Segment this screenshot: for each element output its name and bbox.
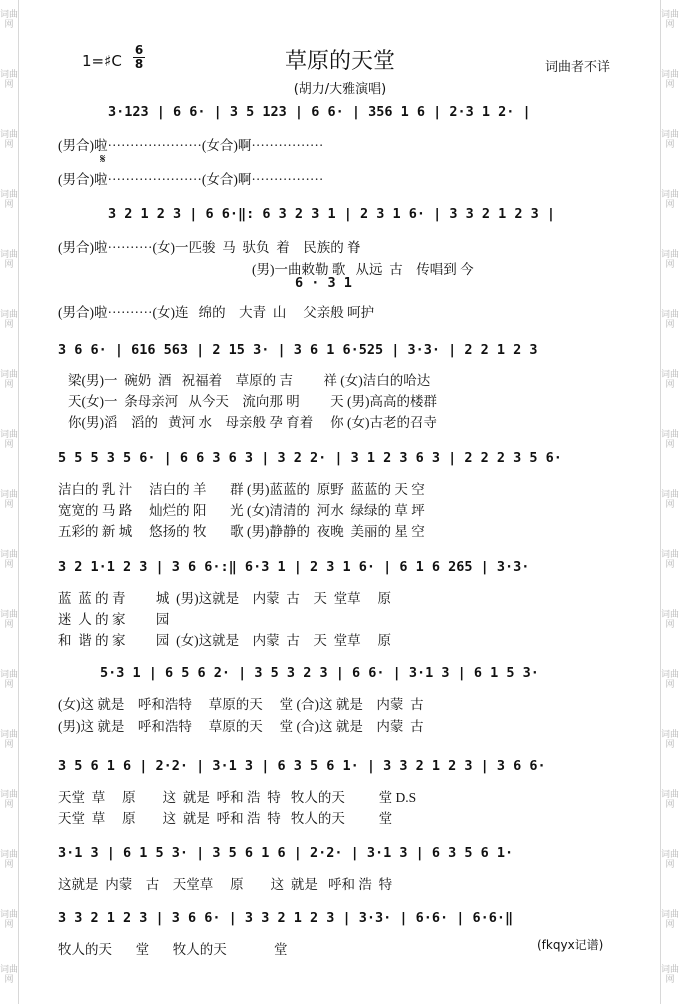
watermark-text: 词曲网 bbox=[0, 790, 19, 810]
watermark-text: 词曲网 bbox=[661, 965, 679, 985]
lyric-line-text: 天堂 草 原 这 就是 呼和 浩 特 牧人的天 堂 D.S bbox=[58, 790, 417, 805]
lyric-line-text: 天堂 草 原 这 就是 呼和 浩 特 牧人的天 堂 bbox=[58, 811, 393, 826]
watermark-text: 词曲网 bbox=[0, 10, 19, 30]
notation-line-text: 3·123 | 6 6· | 3 5 123 | 6 6· | 356 1 6 | 2·3 1 2· | bbox=[108, 104, 531, 120]
watermark-text: 词曲网 bbox=[0, 490, 19, 510]
watermark-text: 词曲网 bbox=[661, 850, 679, 870]
watermark-text: 词曲网 bbox=[0, 550, 19, 570]
song-title: 草原的天堂 bbox=[284, 49, 395, 74]
notation-line bbox=[0, 559, 679, 581]
watermark-text: 词曲网 bbox=[0, 730, 19, 750]
notation-line bbox=[0, 845, 679, 867]
composer-credit: 词曲者不详 bbox=[545, 60, 611, 75]
lyric-line-text: 迷 人 的 家 园 bbox=[58, 612, 170, 627]
watermark-text: 词曲网 bbox=[0, 910, 19, 930]
notation-line-text: 5·3 1 | 6 5 6 2· | 3 5 3 2 3 | 6 6· | 3·1 3 | 6 1 5 3· bbox=[100, 665, 539, 681]
lyric-line-text: 和 谐 的 家 园 (女)这就是 内蒙 古 天 堂草 原 bbox=[58, 633, 391, 648]
watermark-text: 词曲网 bbox=[661, 430, 679, 450]
lyric-line-text: 这就是 内蒙 古 天堂草 原 这 就是 呼和 浩 特 bbox=[58, 877, 393, 892]
watermark-text: 词曲网 bbox=[661, 310, 679, 330]
notation-line bbox=[0, 665, 679, 687]
watermark-text: 词曲网 bbox=[661, 370, 679, 390]
lyric-line-text: (男合)啦··········(女)连 绵的 大青 山 父亲般 呵护 bbox=[58, 305, 375, 320]
time-signature-top: 6 bbox=[134, 43, 144, 57]
watermark-text: 词曲网 bbox=[0, 130, 19, 150]
watermark-text: 词曲网 bbox=[661, 70, 679, 90]
notation-line-text: 3·1 3 | 6 1 5 3· | 3 5 6 1 6 | 2·2· | 3·1 3 | 6 3 5 6 1· bbox=[58, 845, 514, 861]
notation-line bbox=[0, 450, 679, 472]
lyric-line bbox=[0, 873, 679, 891]
lyric-line bbox=[0, 786, 679, 804]
notation-line bbox=[0, 910, 679, 932]
segno-sign: 𝄋 bbox=[100, 152, 106, 167]
watermark-text: 词曲网 bbox=[0, 70, 19, 90]
song-subtitle: (胡力/大雅演唱) bbox=[293, 82, 387, 97]
watermark-text: 词曲网 bbox=[0, 850, 19, 870]
notation-line-text: 3 2 1 2 3 | 6 6·‖: 6 3 2 3 1 | 2 3 1 6· | 3 3 2 1 2 3 | bbox=[108, 206, 556, 222]
lyric-line-text: 梁(男)一 碗奶 酒 祝福着 草原的 吉 祥 (女)洁白的哈达 bbox=[68, 373, 431, 388]
watermark-text: 词曲网 bbox=[661, 730, 679, 750]
lyric-line bbox=[0, 478, 679, 496]
lyric-line bbox=[0, 587, 679, 605]
lyric-line-text: (男)这 就是 呼和浩特 草原的天 堂 (合)这 就是 内蒙 古 bbox=[58, 719, 424, 734]
notation-line-text: 3 3 2 1 2 3 | 3 6 6· | 3 3 2 1 2 3 | 3·3· | 6·6· | 6·6·‖ bbox=[58, 910, 514, 926]
watermark-text: 词曲网 bbox=[661, 130, 679, 150]
watermark-text: 词曲网 bbox=[661, 670, 679, 690]
time-signature bbox=[132, 44, 146, 71]
lyric-line bbox=[0, 301, 679, 319]
lyric-line-text: (男合)啦·····················(女合)啊················ bbox=[58, 172, 324, 187]
watermark-text: 词曲网 bbox=[661, 250, 679, 270]
lyric-line bbox=[0, 629, 679, 647]
watermark-text: 词曲网 bbox=[661, 910, 679, 930]
lyric-line bbox=[0, 608, 679, 626]
watermark-text: 词曲网 bbox=[0, 965, 19, 985]
notation-line-text: 6 · 3 1 bbox=[295, 275, 352, 291]
lyric-line-text: (男合)啦·····················(女合)啊················ bbox=[58, 138, 324, 153]
watermark-text: 词曲网 bbox=[661, 190, 679, 210]
watermark-text: 词曲网 bbox=[0, 310, 19, 330]
lyric-line-text: 宽宽的 马 路 灿烂的 阳 光 (女)清清的 河水 绿绿的 草 坪 bbox=[58, 503, 425, 518]
lyric-line bbox=[0, 499, 679, 517]
lyric-line-text: 蓝 蓝 的 青 城 (男)这就是 内蒙 古 天 堂草 原 bbox=[58, 591, 391, 606]
notation-line-text: 3 2 1·1 2 3 | 3 6 6·:‖ 6·3 1 | 2 3 1 6· | 6 1 6 265 | 3·3· bbox=[58, 559, 530, 575]
lyric-line bbox=[0, 715, 679, 733]
lyric-line bbox=[0, 168, 679, 186]
lyric-line bbox=[0, 258, 679, 276]
lyric-line-text: 五彩的 新 城 悠扬的 牧 歌 (男)静静的 夜晚 美丽的 星 空 bbox=[58, 524, 425, 539]
lyric-line-text: (男合)啦··········(女)一匹骏 马 驮负 着 民族的 脊 bbox=[58, 240, 361, 255]
notation-line bbox=[0, 104, 679, 126]
watermark-text: 词曲网 bbox=[0, 250, 19, 270]
notation-line bbox=[0, 275, 679, 297]
notation-line-text: 3 6 6· | 616 563 | 2 15 3· | 3 6 1 6·525 | 3·3· | 2 2 1 2 3 bbox=[58, 342, 538, 358]
watermark-text: 词曲网 bbox=[0, 610, 19, 630]
lyric-line-text: 天(女)一 条母亲河 从今天 流向那 明 天 (男)高高的楼群 bbox=[68, 394, 437, 409]
watermark-text: 词曲网 bbox=[0, 430, 19, 450]
watermark-text: 词曲网 bbox=[661, 550, 679, 570]
watermark-text: 词曲网 bbox=[661, 610, 679, 630]
lyric-line-text: (女)这 就是 呼和浩特 草原的天 堂 (合)这 就是 内蒙 古 bbox=[58, 697, 424, 712]
time-signature-bottom: 8 bbox=[134, 57, 144, 71]
lyric-line bbox=[0, 134, 679, 152]
lyric-line bbox=[0, 411, 679, 429]
lyric-line bbox=[0, 390, 679, 408]
lyric-line-text: (男)一曲敕勒 歌 从远 古 传唱到 今 bbox=[252, 262, 474, 277]
lyric-line bbox=[0, 236, 679, 254]
lyric-line-text: 你(男)滔 滔的 黄河 水 母亲般 孕 育着 你 (女)古老的召寺 bbox=[68, 415, 437, 430]
lyric-line-text: 洁白的 乳 汁 洁白的 羊 群 (男)蓝蓝的 原野 蓝蓝的 天 空 bbox=[58, 482, 425, 497]
key-signature: 1=♯C bbox=[82, 52, 122, 70]
lyric-line bbox=[0, 520, 679, 538]
lyric-line bbox=[0, 807, 679, 825]
notation-line bbox=[0, 342, 679, 364]
watermark-text: 词曲网 bbox=[661, 490, 679, 510]
watermark-text: 词曲网 bbox=[661, 790, 679, 810]
notation-line-text: 3 5 6 1 6 | 2·2· | 3·1 3 | 6 3 5 6 1· | 3 3 2 1 2 3 | 3 6 6· bbox=[58, 758, 546, 774]
notation-line-text: 5 5 5 3 5 6· | 6 6 3 6 3 | 3 2 2· | 3 1 2 3 6 3 | 2 2 2 3 5 6· bbox=[58, 450, 562, 466]
watermark-text: 词曲网 bbox=[0, 370, 19, 390]
lyric-line bbox=[0, 369, 679, 387]
notation-line bbox=[0, 758, 679, 780]
watermark-text: 词曲网 bbox=[0, 190, 19, 210]
transcriber-credit: (fkqyx记谱) bbox=[537, 938, 604, 952]
watermark-text: 词曲网 bbox=[661, 10, 679, 30]
notation-line bbox=[0, 206, 679, 228]
lyric-line bbox=[0, 693, 679, 711]
lyric-line-text: 牧人的天 堂 牧人的天 堂 bbox=[58, 942, 288, 957]
watermark-text: 词曲网 bbox=[0, 670, 19, 690]
